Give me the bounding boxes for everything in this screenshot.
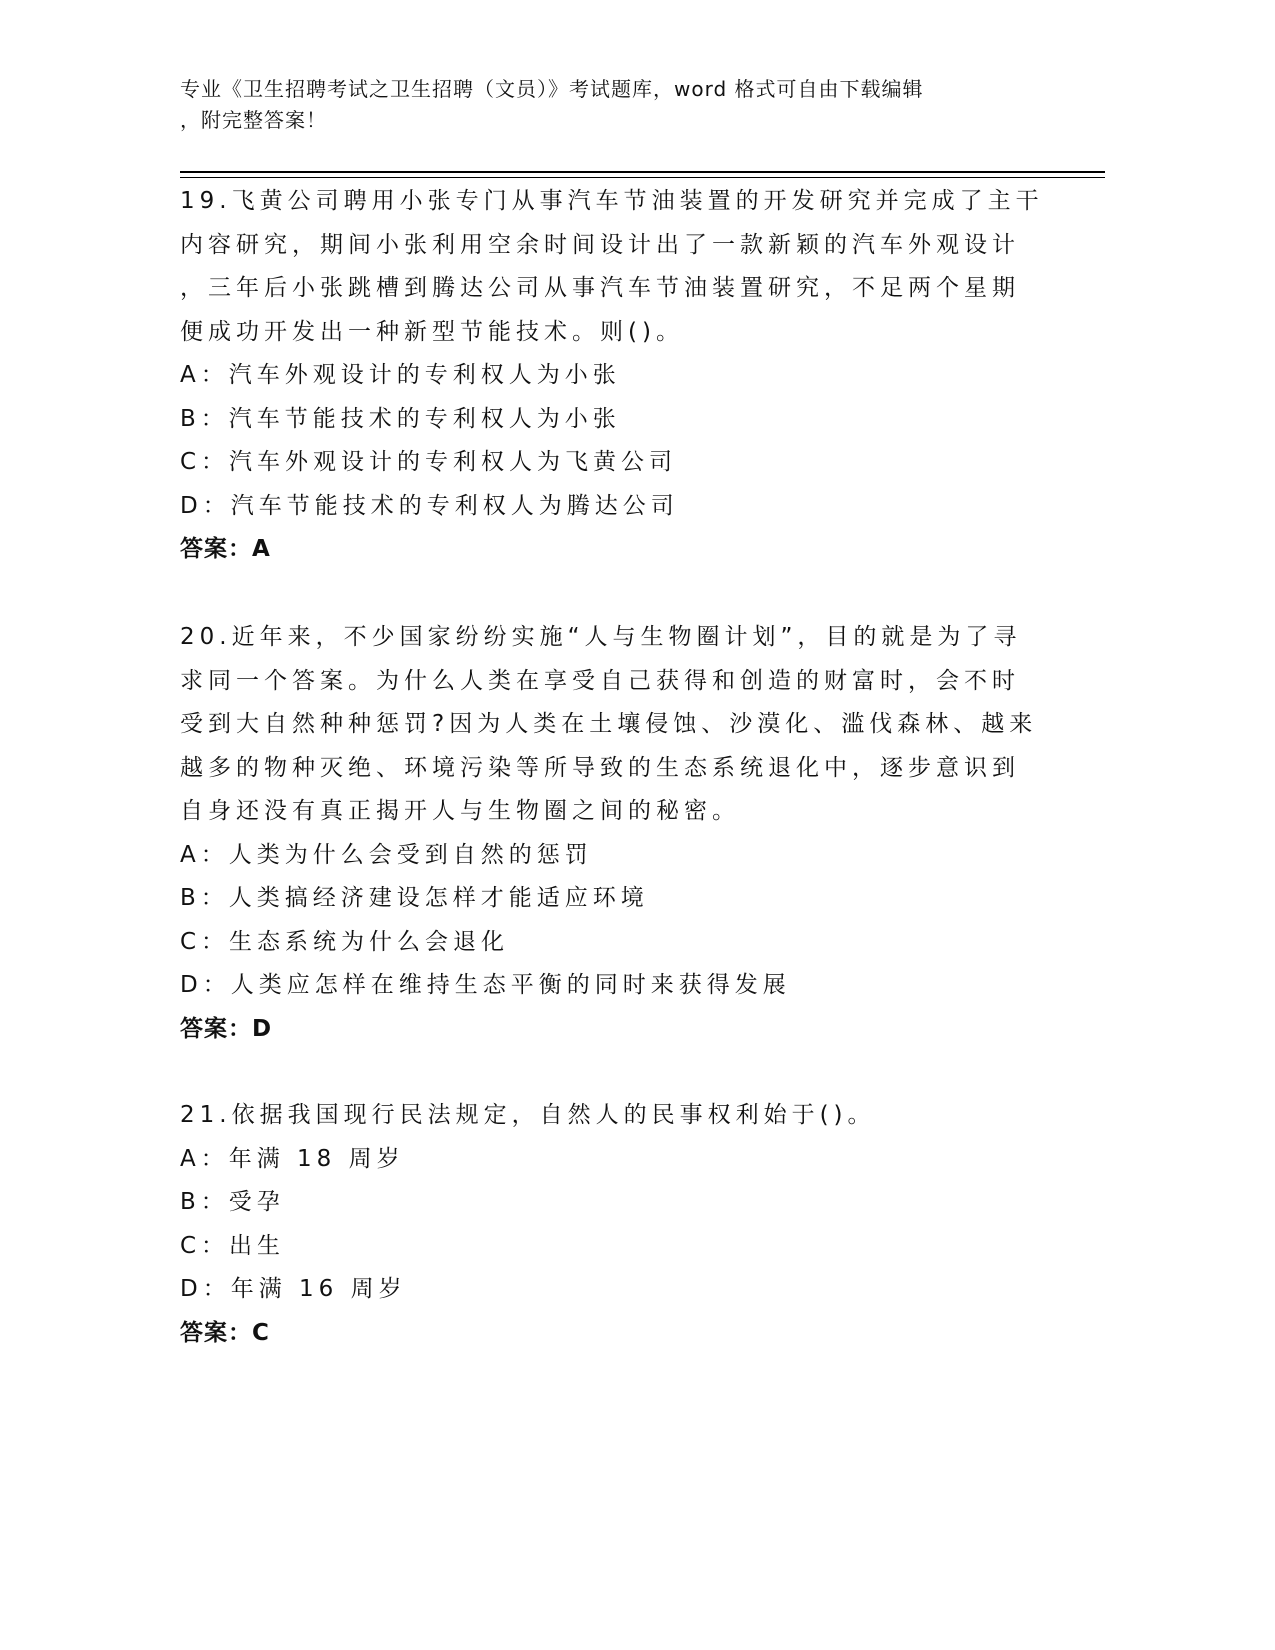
document-header	[180, 74, 924, 136]
question-19	[180, 180, 1044, 572]
header-line: 专业《卫生招聘考试之卫生招聘（文员）》考试题库，word 格式可自由下载编辑	[180, 77, 924, 101]
answer: 答案：D	[180, 1015, 273, 1042]
question-21	[180, 1094, 876, 1355]
answer: 答案：A	[180, 536, 271, 562]
answer: 答案：C	[180, 1319, 270, 1346]
option-b: B：汽车节能技术的专利权人为小张	[180, 405, 621, 432]
option-a: A：年满 18 周岁	[180, 1145, 405, 1172]
question-stem-line: 便成功开发出一种新型节能技术。则()。	[180, 318, 684, 345]
option-a: A：汽车外观设计的专利权人为小张	[180, 362, 621, 388]
option-d: D：人类应怎样在维持生态平衡的同时来获得发展	[180, 972, 791, 998]
option-b: B：人类搞经济建设怎样才能适应环境	[180, 885, 649, 911]
header-divider-thin	[180, 177, 1105, 178]
option-c: C：生态系统为什么会退化	[180, 928, 510, 955]
option-d: D：年满 16 周岁	[180, 1276, 407, 1302]
question-stem-line: ，三年后小张跳槽到腾达公司从事汽车节油装置研究，不足两个星期	[180, 275, 1020, 301]
header-line: ，附完整答案！	[180, 108, 327, 132]
question-stem-line: 受到大自然种种惩罚?因为人类在土壤侵蚀、沙漠化、滥伐森林、越来	[180, 711, 1038, 737]
header-divider	[180, 171, 1105, 173]
option-c: C：出生	[180, 1232, 286, 1259]
option-a: A：人类为什么会受到自然的惩罚	[180, 841, 593, 868]
question-stem-line: 自身还没有真正揭开人与生物圈之间的秘密。	[180, 798, 740, 824]
question-stem-line: 21.依据我国现行民法规定，自然人的民事权利始于()。	[180, 1102, 876, 1128]
option-b: B：受孕	[180, 1189, 285, 1215]
question-20	[180, 616, 1037, 1051]
question-stem-line: 内容研究，期间小张利用空余时间设计出了一款新颖的汽车外观设计	[180, 231, 1020, 258]
option-c: C：汽车外观设计的专利权人为飞黄公司	[180, 449, 678, 475]
question-stem-line: 19.飞黄公司聘用小张专门从事汽车节油装置的开发研究并完成了主干	[180, 188, 1044, 214]
question-stem-line: 求同一个答案。为什么人类在享受自己获得和创造的财富时，会不时	[180, 667, 1020, 694]
question-stem-line: 20.近年来，不少国家纷纷实施“人与生物圈计划”，目的就是为了寻	[180, 624, 1022, 650]
question-stem-line: 越多的物种灭绝、环境污染等所导致的生态系统退化中，逐步意识到	[180, 754, 1020, 781]
option-d: D：汽车节能技术的专利权人为腾达公司	[180, 492, 679, 519]
